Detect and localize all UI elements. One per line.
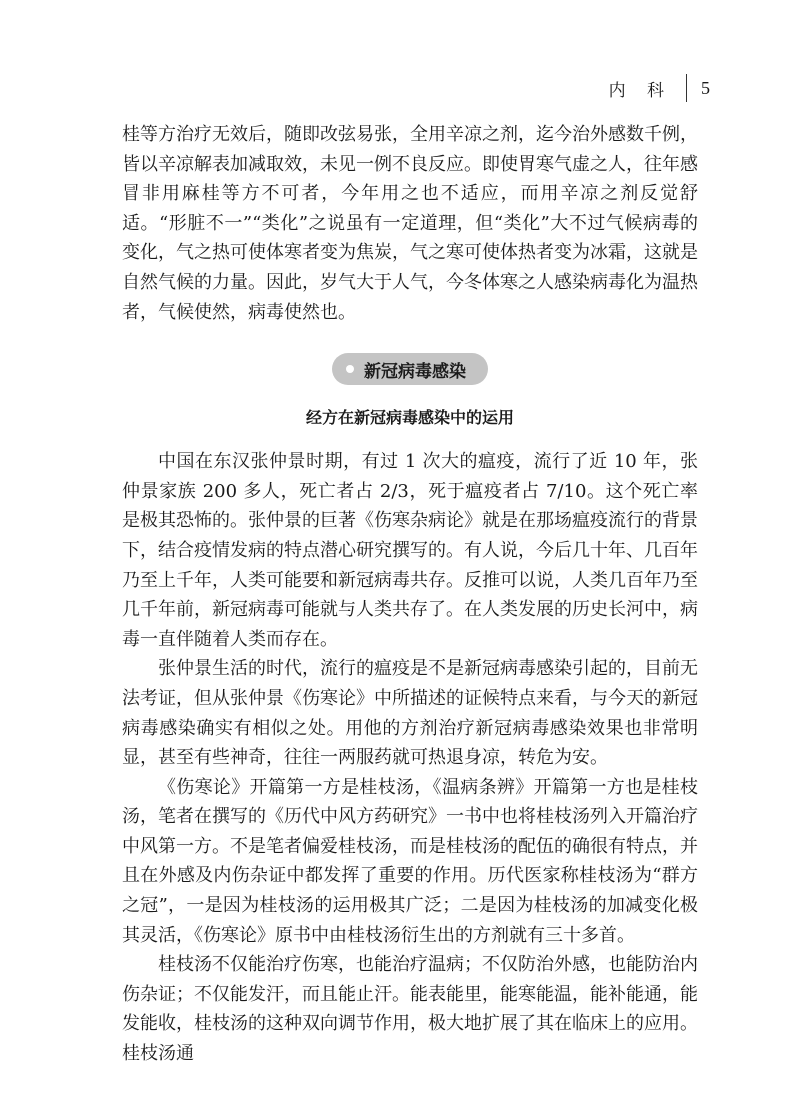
section-heading: 新冠病毒感染 xyxy=(364,361,466,382)
section-banner-wrap xyxy=(122,353,698,385)
body-paragraph: 桂枝汤不仅能治疗伤寒，也能治疗温病；不仅防治外感，也能防治内伤杂证；不仅能发汗，而且能止汗。能表能里，能寒能温，能补能通，能发能收，桂枝汤的这种双向调节作用，极大地扩展了其在临床上的应用。桂枝汤通 xyxy=(122,954,698,1065)
header-section-title: 内 科 xyxy=(608,80,672,101)
running-header xyxy=(609,74,710,102)
section-banner xyxy=(332,353,488,385)
bullet-dot-icon xyxy=(346,365,354,373)
article-title: 经方在新冠病毒感染中的运用 xyxy=(305,408,514,428)
body-paragraph: 中国在东汉张仲景时期，有过 1 次大的瘟疫，流行了近 10 年，张仲景家族 200 多人，死亡者占 2/3，死于瘟疫者占 7/10。这个死亡率是极其恐怖的。张仲景的巨著《伤寒杂病论》就是在那场瘟疫流行的背景下，结合疫情发病的特点潜心研究撰写的。有人说，今后几十年、几百年乃至上千年，人类可能要和新冠病毒共存。反推可以说，人类几百年乃至几千年前，新冠病毒可能就与人类共存了。在人类发展的历史长河中，病毒一直伴随着人类而存在。 xyxy=(122,451,698,650)
page-body xyxy=(122,120,698,1069)
intro-paragraph: 桂等方治疗无效后，随即改弦易张，全用辛凉之剂，迄今治外感数千例，皆以辛凉解表加减取效，未见一例不良反应。即使胃寒气虚之人，往年感冒非用麻桂等方不可者，今年用之也不适应，而用辛凉之剂反觉舒适。“形脏不一”“类化”之说虽有一定道理，但“类化”大不过气候病毒的变化，气之热可使体寒者变为焦炭，气之寒可使体热者变为冰霜，这就是自然气候的力量。因此，岁气大于人气，今冬体寒之人感染病毒化为温热者，气候使然，病毒使然也。 xyxy=(122,124,698,323)
page-number: 5 xyxy=(701,77,710,98)
body-paragraph: 张仲景生活的时代，流行的瘟疫是不是新冠病毒感染引起的，目前无法考证，但从张仲景《伤寒论》中所描述的证候特点来看，与今天的新冠病毒感染确实有相似之处。用他的方剂治疗新冠病毒感染效果也非常明显，甚至有些神奇，往往一两服药就可热退身凉，转危为安。 xyxy=(122,658,698,769)
header-divider xyxy=(686,74,687,102)
body-paragraph: 《伤寒论》开篇第一方是桂枝汤，《温病条辨》开篇第一方也是桂枝汤，笔者在撰写的《历代中风方药研究》一书中也将桂枝汤列入开篇治疗中风第一方。不是笔者偏爱桂枝汤，而是桂枝汤的配伍的确很有特点，并且在外感及内伤杂证中都发挥了重要的作用。历代医家称桂枝汤为“群方之冠”，一是因为桂枝汤的运用极其广泛；二是因为桂枝汤的加减变化极其灵活，《伤寒论》原书中由桂枝汤衍生出的方剂就有三十多首。 xyxy=(122,776,698,946)
